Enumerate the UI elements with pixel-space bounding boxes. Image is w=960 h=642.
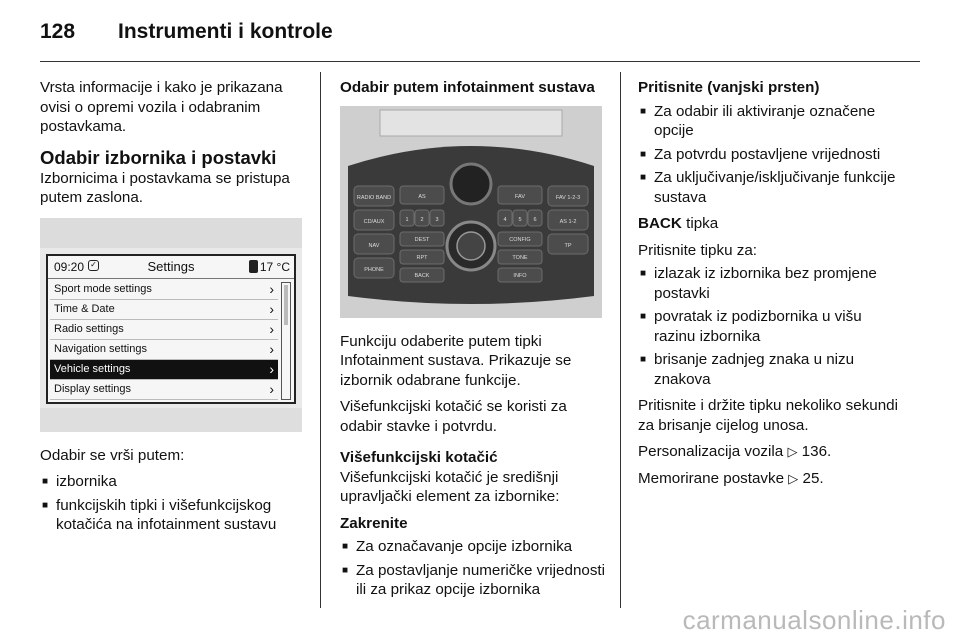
paragraph-1: Funkciju odaberite putem tipki Infotainment sustava. Prikazuje se izbornik odabrane funkcije. (340, 332, 572, 389)
list-item: ■ izlazak iz izbornika bez promjene postavki (638, 264, 900, 303)
back-list (638, 264, 900, 389)
knob-heading: Višefunkcijski kotačić (340, 449, 498, 466)
panel-label: 4 (503, 216, 507, 223)
reference-personalization (638, 442, 900, 462)
settings-menu-item[interactable] (50, 380, 278, 400)
panel-label: RPT (416, 254, 428, 261)
back-key-line (638, 214, 900, 234)
panel-label: 1 (405, 216, 409, 223)
settings-menu-item-label: Radio settings (54, 322, 124, 335)
panel-label: CD/AUX (363, 218, 385, 225)
paragraph-2: Višefunkcijski kotačić se koristi za odabir stavke i potvrdu. (340, 398, 567, 435)
page-number: 128 (40, 20, 76, 43)
page-header (40, 20, 333, 50)
list-item: ■ izbornika (40, 472, 308, 492)
panel-label: NAV (368, 242, 380, 249)
settings-menu-item[interactable] (50, 320, 278, 340)
reference-text: Personalizacija vozila (638, 443, 784, 460)
menu-scrollbar[interactable] (281, 282, 291, 400)
panel-label: RADIO BAND (356, 194, 392, 201)
list-item: ■ Za uključivanje/isključivanje funkcije sustava (638, 168, 900, 207)
list-item: ■ Za potvrdu postavljene vrijednosti (638, 145, 900, 165)
back-key-label: BACK (638, 215, 682, 232)
power-volume-knob (451, 164, 491, 204)
intro-paragraph: Vrsta informacije i kako je prikazana ovisi o opremi vozila i odabranim postavkama. (40, 79, 283, 135)
selection-list (40, 472, 308, 535)
turn-list (340, 537, 608, 600)
list-item: ■ Za odabir ili aktiviranje označene opcije (638, 102, 900, 141)
reference-page[interactable]: 25. (802, 469, 824, 487)
reference-memorized (638, 469, 900, 489)
settings-menu-item[interactable] (50, 300, 278, 320)
infotainment-panel (340, 106, 602, 318)
list-item: ■ brisanje zadnjeg znaka u nizu znakova (638, 350, 900, 389)
reference-text: Memorirane postavke (638, 469, 785, 487)
settings-menu-item-label: Sport mode settings (54, 282, 152, 295)
thermometer-icon (249, 260, 258, 273)
chevron-right-icon: › (269, 320, 274, 337)
settings-screen (46, 254, 296, 404)
screen-status-bar (48, 256, 294, 279)
settings-menu-item-label: Time & Date (54, 302, 115, 315)
reference-page[interactable]: 136. (801, 443, 832, 460)
panel-label: AS 1-2 (559, 218, 577, 225)
press-heading: Pritisnite (vanjski prsten) (638, 79, 820, 96)
panel-label: 5 (518, 216, 522, 223)
panel-label: 3 (435, 216, 439, 223)
watermark: carmanualsonline.info (682, 605, 946, 635)
panel-label: AS (418, 193, 426, 200)
panel-label: TP (564, 242, 572, 249)
chevron-right-icon: › (269, 380, 274, 397)
scrollbar-thumb[interactable] (284, 285, 288, 325)
infotainment-panel-figure (340, 106, 602, 318)
paragraph-3: Višefunkcijski kotačić je središnji upravljački element za izbornike: (340, 468, 560, 505)
column-divider-2 (620, 72, 621, 608)
reference-arrow-icon: ▷ (788, 470, 799, 486)
section-heading: Odabir izbornika i postavki (40, 146, 277, 168)
panel-label: FAV 1-2-3 (555, 194, 581, 201)
reference-arrow-icon: ▷ (787, 444, 798, 459)
chevron-right-icon: › (269, 340, 274, 357)
turn-heading: Zakrenite (340, 514, 408, 532)
panel-label: TONE (512, 254, 528, 261)
clock-check-icon: ✓ (88, 260, 99, 271)
column-3 (638, 78, 900, 495)
list-item: ■ Za postavljanje numeričke vrijednosti ili za prikaz opcije izbornika (340, 561, 608, 600)
column-divider-1 (320, 72, 321, 608)
subintro-paragraph: Izbornicima i postavkama se pristupa putem zaslona. (40, 169, 290, 206)
list-item: ■ povratak iz podizbornika u višu razinu izbornika (638, 307, 900, 346)
hold-paragraph: Pritisnite i držite tipku nekoliko sekundi za brisanje cijelog unosa. (638, 397, 898, 434)
screen-bezel-bottom (40, 408, 302, 432)
panel-label: PHONE (364, 266, 384, 273)
infotainment-heading: Odabir putem infotainment sustava (340, 79, 595, 96)
screen-time: 09:20 (54, 259, 85, 274)
chevron-right-icon: › (269, 360, 274, 377)
press-list (638, 102, 900, 208)
settings-menu-item[interactable] (50, 340, 278, 360)
screen-title: Settings (147, 258, 195, 274)
settings-menu-item-label: Display settings (54, 382, 132, 395)
list-item: ■ Za označavanje opcije izbornika (340, 537, 608, 557)
back-lead: Pritisnite tipku za: (638, 241, 758, 259)
header-rule (40, 61, 920, 62)
settings-menu-list (50, 280, 278, 400)
selection-lead: Odabir se vrši putem: (40, 446, 185, 464)
panel-label: INFO (513, 272, 527, 279)
panel-label: BACK (414, 272, 430, 279)
screen-temperature: 17 °C (259, 259, 290, 274)
back-key-word: tipka (686, 215, 719, 232)
settings-menu-item-label: Vehicle settings (54, 362, 131, 375)
page-title: Instrumenti i kontrole (118, 20, 333, 43)
settings-menu-item[interactable] (50, 280, 278, 300)
chevron-right-icon: › (269, 280, 274, 297)
panel-label: FAV (515, 193, 525, 200)
chevron-right-icon: › (269, 300, 274, 317)
panel-label: CONFIG (509, 236, 531, 243)
settings-menu-item[interactable] (50, 360, 278, 380)
settings-menu-item-label: Navigation settings (54, 342, 147, 355)
column-1 (40, 78, 308, 542)
column-2 (340, 78, 608, 607)
screen-bezel-top (40, 218, 302, 248)
settings-screen-figure (40, 218, 302, 432)
panel-label: 6 (533, 216, 537, 223)
panel-label: DEST (414, 236, 430, 243)
list-item: ■ funkcijskih tipki i višefunkcijskog kotačića na infotainment sustavu (40, 496, 308, 535)
panel-label: 2 (420, 216, 424, 223)
